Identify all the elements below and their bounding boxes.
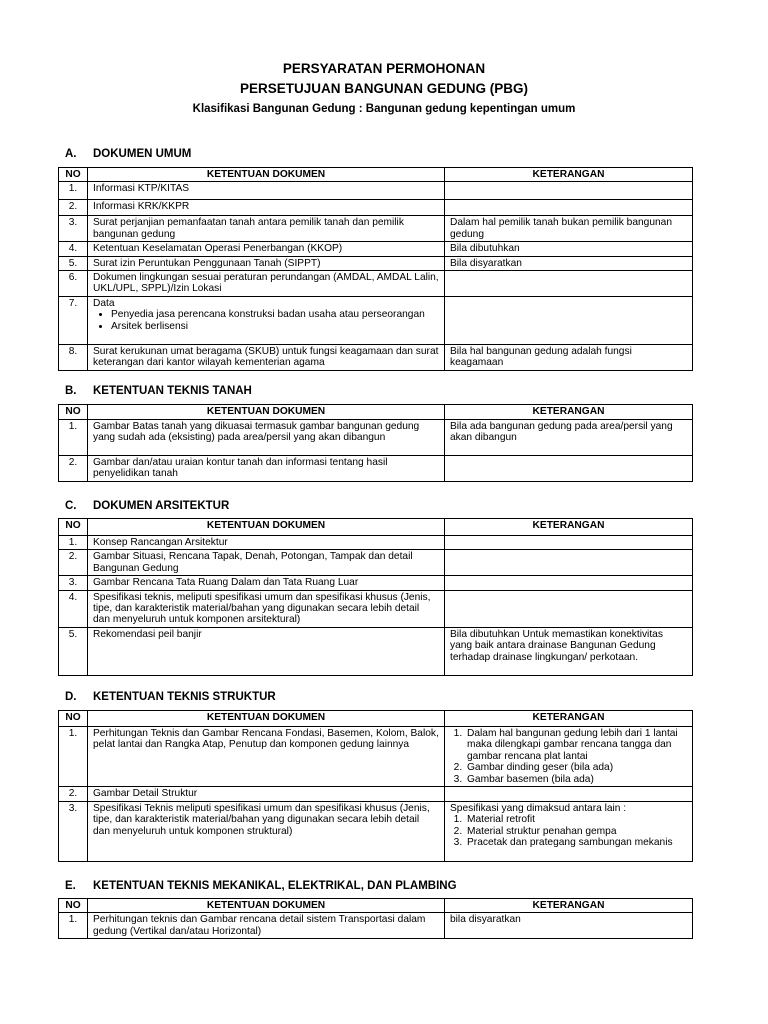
header-keterangan: KETERANGAN: [445, 168, 693, 182]
document-title-line1: PERSYARATAN PERMOHONAN: [282, 61, 486, 76]
document-subtitle: Klasifikasi Bangunan Gedung : Bangunan gedung kepentingan umum: [192, 103, 576, 115]
document-title-line2: PERSETUJUAN BANGUNAN GEDUNG (PBG): [239, 81, 528, 96]
table-row: [59, 536, 693, 550]
cell-no: 5.: [59, 627, 88, 675]
table-row: [59, 242, 693, 256]
section-title: DOKUMEN ARSITEKTUR: [93, 500, 230, 512]
cell-ketentuan: Gambar Situasi, Rencana Tapak, Denah, Potongan, Tampak dan detail Bangunan Gedung: [88, 550, 445, 576]
table-row: [59, 590, 693, 627]
header-ketentuan: KETENTUAN DOKUMEN: [88, 405, 445, 420]
section-heading-a: [65, 148, 191, 160]
cell-ketentuan: Surat kerukunan umat beragama (SKUB) untuk fungsi keagamaan dan surat keterangan dari kantor wilayah kementerian agama: [88, 344, 445, 370]
cell-keterangan: Bila dibutuhkan: [445, 242, 693, 256]
list-item: 3. Gambar basemen (bila ada): [465, 774, 687, 785]
table-row: [59, 296, 693, 344]
table-header-row: [59, 899, 693, 913]
bullet-list: [93, 309, 439, 332]
table-row: [59, 344, 693, 370]
cell-no: 3.: [59, 576, 88, 590]
section-title: KETENTUAN TEKNIS MEKANIKAL, ELEKTRIKAL, DAN PLAMBING: [93, 880, 457, 892]
table-row: [59, 627, 693, 675]
table-row: [59, 271, 693, 297]
cell-ketentuan-lead: Data: [93, 297, 115, 309]
table-row: [59, 420, 693, 456]
table-row: [59, 216, 693, 242]
cell-keterangan: bila disyaratkan: [445, 913, 693, 939]
cell-no: 2.: [59, 550, 88, 576]
header-no: NO: [59, 168, 88, 182]
cell-ketentuan: Gambar Rencana Tata Ruang Dalam dan Tata Ruang Luar: [88, 576, 445, 590]
cell-keterangan: [445, 456, 693, 482]
header-keterangan: KETERANGAN: [445, 899, 693, 913]
table-header-row: [59, 405, 693, 420]
cell-no: 3.: [59, 216, 88, 242]
section-title: KETENTUAN TEKNIS STRUKTUR: [93, 691, 276, 703]
section-letter: C.: [65, 500, 77, 512]
list-item: 3. Pracetak dan prategang sambungan mekanis: [465, 837, 687, 848]
cell-keterangan: [445, 536, 693, 550]
cell-keterangan-lead: Spesifikasi yang dimaksud antara lain :: [450, 803, 627, 815]
cell-ketentuan: Perhitungan Teknis dan Gambar Rencana Fondasi, Basemen, Kolom, Balok, pelat lantai dan Rangka Atap, Penutup dan komponen gedung lainnya: [88, 727, 445, 787]
table-dokumen-umum: [58, 167, 693, 371]
table-teknis-mep: [58, 898, 693, 939]
cell-no: 1.: [59, 913, 88, 939]
header-ketentuan: KETENTUAN DOKUMEN: [88, 711, 445, 727]
cell-ketentuan: Gambar dan/atau uraian kontur tanah dan informasi tentang hasil penyelidikan tanah: [88, 456, 445, 482]
cell-keterangan: [445, 182, 693, 200]
numbered-list: [450, 814, 687, 848]
table-row: [59, 802, 693, 862]
table-header-row: [59, 168, 693, 182]
table-header-row: [59, 711, 693, 727]
cell-ketentuan: Spesifikasi Teknis meliputi spesifikasi umum dan spesifikasi khusus (Jenis, tipe, dan karakteristik material/bahan yang digunakan secara lebih detail dan menyeluruh untuk komponen struktural): [88, 802, 445, 862]
table-teknis-struktur: [58, 710, 693, 862]
bullet-item: • Arsitek berlisensi: [111, 321, 439, 332]
section-title: KETENTUAN TEKNIS TANAH: [93, 385, 252, 397]
cell-keterangan: [445, 576, 693, 590]
cell-ketentuan: Konsep Rancangan Arsitektur: [88, 536, 445, 550]
header-ketentuan: KETENTUAN DOKUMEN: [88, 519, 445, 536]
cell-keterangan: Bila disyaratkan: [445, 256, 693, 270]
bullet-item: • Penyedia jasa perencana konstruksi badan usaha atau perseorangan: [111, 309, 439, 320]
header-ketentuan: KETENTUAN DOKUMEN: [88, 899, 445, 913]
cell-no: 3.: [59, 802, 88, 862]
table-row: [59, 456, 693, 482]
header-keterangan: KETERANGAN: [445, 519, 693, 536]
table-row: [59, 787, 693, 802]
table-row: [59, 727, 693, 787]
cell-keterangan: Bila dibutuhkan Untuk memastikan konektivitas yang baik antara drainase Bangunan Gedung terhadap drainase lingkungan/ perkotaan.: [445, 627, 693, 675]
table-teknis-tanah: [58, 404, 693, 482]
cell-ketentuan: Surat perjanjian pemanfaatan tanah antara pemilik tanah dan pemilik bangunan gedung: [88, 216, 445, 242]
cell-no: 7.: [59, 296, 88, 344]
cell-ketentuan: [88, 296, 445, 344]
cell-ketentuan: Rekomendasi peil banjir: [88, 627, 445, 675]
cell-keterangan: Bila hal bangunan gedung adalah fungsi keagamaan: [445, 344, 693, 370]
cell-keterangan: [445, 727, 693, 787]
table-row: [59, 256, 693, 270]
cell-no: 1.: [59, 727, 88, 787]
cell-ketentuan: Informasi KTP/KITAS: [88, 182, 445, 200]
header-ketentuan: KETENTUAN DOKUMEN: [88, 168, 445, 182]
cell-keterangan: [445, 200, 693, 216]
cell-no: 8.: [59, 344, 88, 370]
cell-no: 1.: [59, 420, 88, 456]
list-item: 2. Material struktur penahan gempa: [465, 826, 687, 837]
table-row: [59, 550, 693, 576]
cell-keterangan: [445, 550, 693, 576]
header-no: NO: [59, 519, 88, 536]
section-letter: D.: [65, 691, 77, 703]
cell-no: 6.: [59, 271, 88, 297]
cell-ketentuan: Perhitungan teknis dan Gambar rencana detail sistem Transportasi dalam gedung (Vertikal dan/atau Horizontal): [88, 913, 445, 939]
cell-no: 5.: [59, 256, 88, 270]
section-letter: E.: [65, 880, 76, 892]
table-row: [59, 576, 693, 590]
header-keterangan: KETERANGAN: [445, 405, 693, 420]
cell-ketentuan: Spesifikasi teknis, meliputi spesifikasi umum dan spesifikasi khusus (Jenis, tipe, dan karakteristik material/bahan yang digunakan secara lebih detail dan menyeluruh untuk komponen arsitektural): [88, 590, 445, 627]
section-heading-b: [65, 385, 252, 397]
cell-no: 4.: [59, 242, 88, 256]
table-dokumen-arsitektur: [58, 518, 693, 676]
table-row: [59, 913, 693, 939]
list-item: 1. Material retrofit: [465, 814, 687, 825]
cell-keterangan: Bila ada bangunan gedung pada area/persil yang akan dibangun: [445, 420, 693, 456]
section-letter: A.: [65, 148, 77, 160]
section-letter: B.: [65, 385, 77, 397]
table-header-row: [59, 519, 693, 536]
list-item: 1. Dalam hal bangunan gedung lebih dari 1 lantai maka dilengkapi gambar rencana tangga dan gambar rencana plat lantai: [465, 728, 687, 762]
section-heading-d: [65, 691, 276, 703]
header-keterangan: KETERANGAN: [445, 711, 693, 727]
cell-ketentuan: Gambar Detail Struktur: [88, 787, 445, 802]
cell-keterangan: [445, 802, 693, 862]
cell-ketentuan: Dokumen lingkungan sesuai peraturan perundangan (AMDAL, AMDAL Lalin, UKL/UPL, SPPL)/Izin Lokasi: [88, 271, 445, 297]
table-row: [59, 200, 693, 216]
section-title: DOKUMEN UMUM: [93, 148, 192, 160]
cell-no: 4.: [59, 590, 88, 627]
section-heading-e: [65, 880, 457, 892]
cell-no: 1.: [59, 536, 88, 550]
cell-ketentuan: Informasi KRK/KKPR: [88, 200, 445, 216]
cell-no: 2.: [59, 787, 88, 802]
cell-keterangan: [445, 787, 693, 802]
cell-keterangan: [445, 296, 693, 344]
cell-ketentuan: Gambar Batas tanah yang dikuasai termasuk gambar bangunan gedung yang sudah ada (eksisting) pada area/persil yang akan dibangun: [88, 420, 445, 456]
cell-keterangan: [445, 590, 693, 627]
cell-no: 1.: [59, 182, 88, 200]
section-heading-c: [65, 500, 229, 512]
cell-ketentuan: Ketentuan Keselamatan Operasi Penerbangan (KKOP): [88, 242, 445, 256]
list-item: 2. Gambar dinding geser (bila ada): [465, 762, 687, 773]
header-no: NO: [59, 711, 88, 727]
cell-keterangan: Dalam hal pemilik tanah bukan pemilik bangunan gedung: [445, 216, 693, 242]
cell-no: 2.: [59, 200, 88, 216]
header-no: NO: [59, 405, 88, 420]
cell-ketentuan: Surat izin Peruntukan Penggunaan Tanah (SIPPT): [88, 256, 445, 270]
header-no: NO: [59, 899, 88, 913]
numbered-list: [450, 728, 687, 785]
cell-keterangan: [445, 271, 693, 297]
table-row: [59, 182, 693, 200]
cell-no: 2.: [59, 456, 88, 482]
